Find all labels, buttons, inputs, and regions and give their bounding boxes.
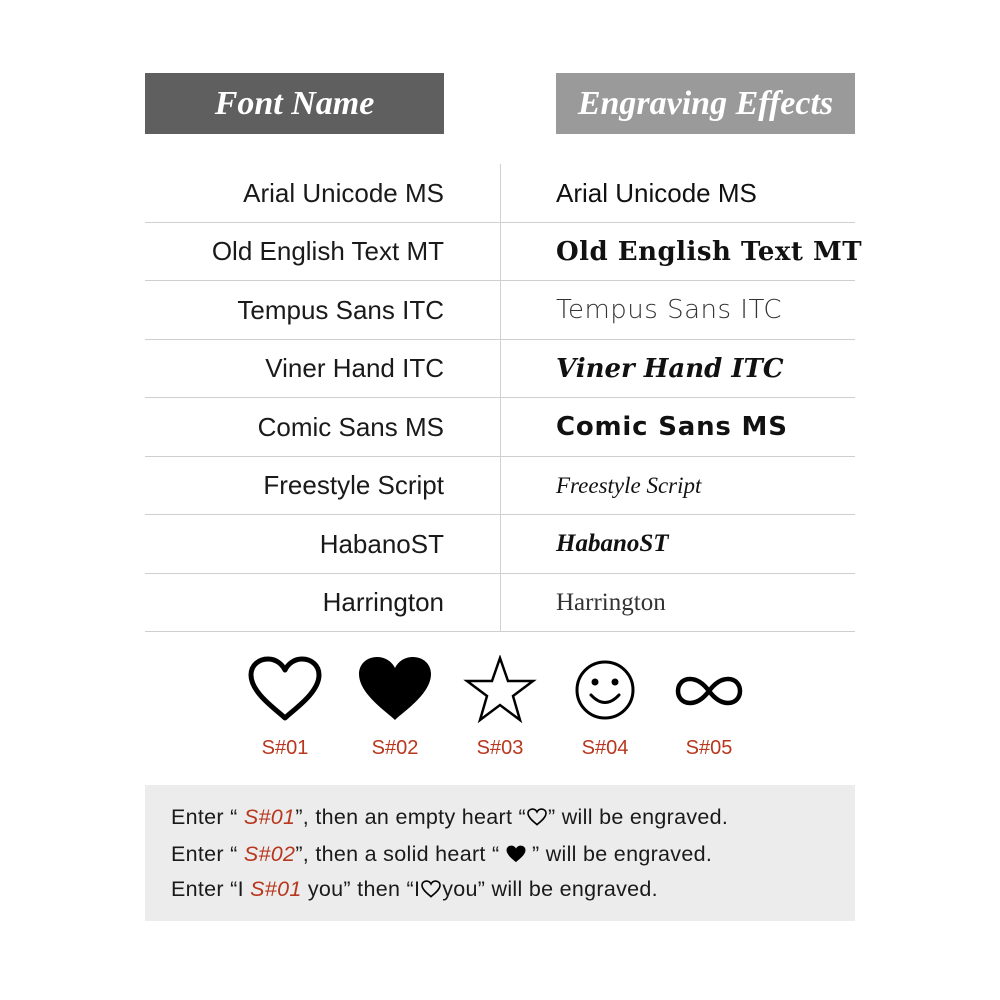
instruction-text: you” then “I (301, 877, 421, 901)
engraving-effect-cell: Arial Unicode MS (556, 177, 757, 208)
symbol-list (0, 655, 1000, 770)
font-name-cell: HabanoST (319, 528, 444, 559)
instruction-text: ” will be engraved. (548, 805, 729, 829)
font-row (145, 340, 855, 399)
font-table (145, 164, 863, 632)
smiley-icon (567, 655, 643, 723)
symbol-code-example: S#01 (243, 805, 296, 829)
engraving-effect-cell: Old English Text MT (556, 236, 863, 267)
font-name-cell: Freestyle Script (263, 470, 444, 500)
symbol-code-example: S#01 (250, 877, 302, 901)
font-row (145, 281, 855, 340)
symbol-item (659, 655, 759, 760)
instructions-box (145, 785, 855, 921)
symbol-item (555, 655, 655, 760)
instruction-text: Enter “ (171, 805, 244, 829)
font-row (145, 515, 855, 574)
engraving-effect-cell: HabanoST (556, 530, 669, 557)
font-row (145, 164, 855, 223)
symbol-code: S#05 (685, 737, 733, 759)
instruction-line (171, 805, 728, 830)
font-name-cell: Arial Unicode MS (243, 177, 444, 208)
symbol-code: S#02 (371, 737, 419, 759)
instruction-text: Enter “I (171, 877, 251, 901)
font-name-cell: Old English Text MT (211, 236, 444, 266)
infinity-icon (671, 655, 747, 723)
symbol-code: S#03 (476, 737, 524, 759)
font-row (145, 398, 855, 457)
empty-heart-icon (420, 880, 442, 898)
solid-heart-icon (357, 655, 433, 723)
instruction-text: ” will be engraved. (525, 842, 713, 866)
font-name-cell: Tempus Sans ITC (237, 294, 444, 325)
engraving-effect-cell: Freestyle Script (556, 472, 702, 498)
font-name-header (145, 73, 444, 134)
instruction-line (171, 842, 712, 867)
symbol-code: S#04 (581, 737, 629, 759)
symbol-item (345, 655, 445, 760)
font-name-cell: Comic Sans MS (257, 411, 444, 442)
instruction-line (171, 877, 658, 902)
symbol-code-example: S#02 (243, 842, 296, 866)
instruction-text: Enter “ (171, 842, 244, 866)
symbol-code: S#01 (261, 737, 309, 759)
engraving-effect-cell: Harrington (556, 588, 666, 616)
font-row (145, 574, 855, 633)
empty-heart-icon (247, 655, 323, 723)
engraving-effect-cell: Comic Sans MS (556, 412, 788, 442)
symbol-item (450, 655, 550, 760)
font-row (145, 457, 855, 516)
engraving-effects-header (556, 73, 855, 134)
font-name-cell: Harrington (322, 587, 444, 617)
instruction-text: ”, then a solid heart “ (295, 842, 506, 866)
instruction-text: you” will be engraved. (442, 877, 658, 901)
star-outline-icon (462, 655, 538, 723)
font-row (145, 223, 863, 282)
solid-heart-icon (506, 845, 526, 863)
engraving-effects-header-label: Engraving Effects (577, 84, 834, 122)
engraving-effect-cell: Viner Hand ITC (556, 353, 784, 384)
font-name-cell: Viner Hand ITC (265, 353, 444, 383)
instruction-text: ”, then an empty heart “ (295, 805, 526, 829)
engraving-effect-cell: Tempus Sans ITC (556, 295, 782, 325)
font-name-header-label: Font Name (214, 84, 375, 122)
symbol-item (235, 655, 335, 760)
empty-heart-icon (526, 808, 548, 826)
